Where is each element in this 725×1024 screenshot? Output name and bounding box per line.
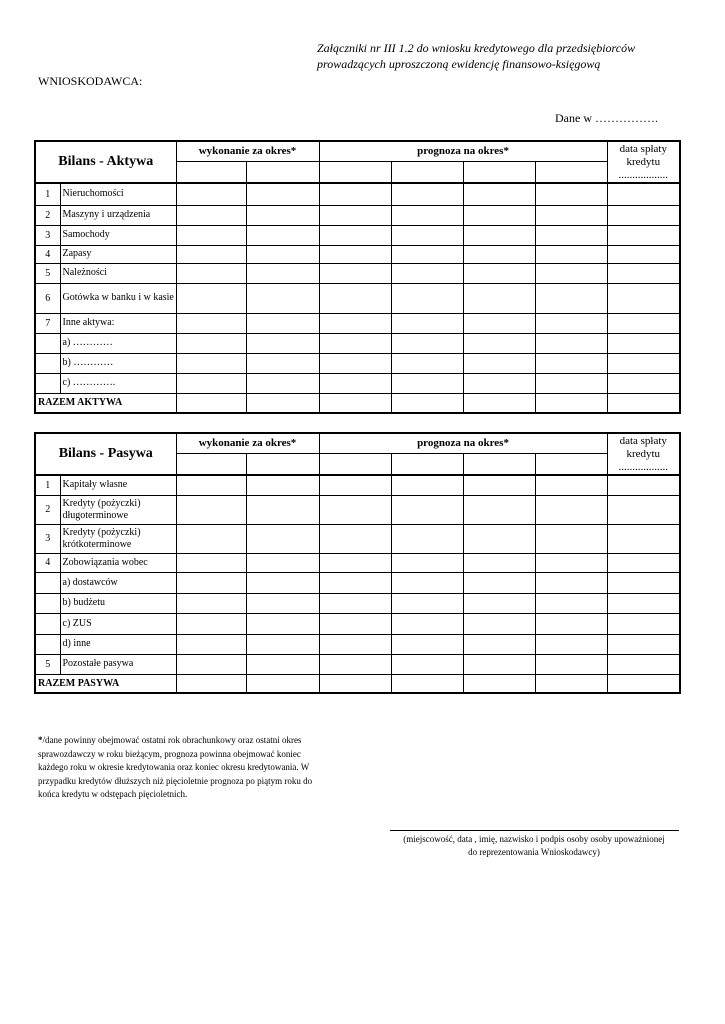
signature-line [390,830,679,831]
assets-total-label: RAZEM AKTYWA [35,393,176,413]
assets-period-cell[interactable] [319,161,391,183]
liabilities-value-cell[interactable] [246,654,319,674]
liabilities-value-cell[interactable] [176,475,246,495]
assets-total-cell[interactable] [319,393,391,413]
liabilities-row [35,572,680,593]
assets-value-cell[interactable] [176,205,246,225]
liabilities-period-cell[interactable] [391,453,463,475]
liabilities-value-cell[interactable] [319,613,391,634]
assets-value-cell[interactable] [463,263,535,283]
liabilities-value-cell[interactable] [391,475,463,495]
liabilities-value-cell[interactable] [246,495,319,524]
liabilities-value-cell[interactable] [176,613,246,634]
assets-value-cell[interactable] [391,333,463,353]
liabilities-period-cell[interactable] [176,453,246,475]
liabilities-total-cell[interactable] [319,674,391,693]
liabilities-col-due [607,433,680,475]
liabilities-row-number: 1 [35,475,60,495]
assets-total-cell[interactable] [607,393,680,413]
liabilities-due-line2: kredytu [626,448,661,460]
liabilities-value-cell[interactable] [246,613,319,634]
liabilities-row [35,593,680,613]
assets-value-cell[interactable] [319,183,391,205]
liabilities-value-cell[interactable] [607,524,680,553]
assets-row [35,333,680,353]
liabilities-value-cell[interactable] [607,495,680,524]
assets-value-cell[interactable] [176,225,246,245]
date-label: Dane w ……………. [555,111,658,125]
liabilities-due-line1: data spłaty [619,435,667,447]
liabilities-value-cell[interactable] [535,613,607,634]
liabilities-row [35,654,680,674]
assets-value-cell[interactable] [535,225,607,245]
footnote [38,734,328,802]
assets-value-cell[interactable] [607,333,680,353]
assets-row [35,373,680,393]
assets-value-cell[interactable] [176,263,246,283]
liabilities-value-cell[interactable] [176,524,246,553]
assets-value-cell[interactable] [176,353,246,373]
assets-value-cell[interactable] [535,205,607,225]
liabilities-row-label: a) dostawców [60,572,176,593]
assets-row-label: b) ………… [60,353,176,373]
liabilities-row [35,524,680,553]
liabilities-value-cell[interactable] [246,475,319,495]
assets-row [35,205,680,225]
liabilities-row-number [35,613,60,634]
liabilities-value-cell[interactable] [246,593,319,613]
assets-value-cell[interactable] [463,333,535,353]
assets-row-number [35,353,60,373]
liabilities-value-cell[interactable] [176,572,246,593]
assets-value-cell[interactable] [535,263,607,283]
liabilities-row [35,613,680,634]
liabilities-period-cell[interactable] [319,453,391,475]
assets-value-cell[interactable] [535,245,607,263]
liabilities-value-cell[interactable] [463,524,535,553]
liabilities-value-cell[interactable] [391,654,463,674]
liabilities-value-cell[interactable] [391,613,463,634]
liabilities-row-number [35,593,60,613]
liabilities-value-cell[interactable] [391,634,463,654]
signature-caption [385,833,683,859]
liabilities-total-cell[interactable] [463,674,535,693]
applicant-label: WNIOSKODAWCA: [38,74,143,88]
liabilities-value-cell[interactable] [176,553,246,572]
liabilities-row-number: 2 [35,495,60,524]
attachment-note-line2: prowadzących uproszczoną ewidencję finansowo-księgową [317,57,601,71]
liabilities-value-cell[interactable] [607,475,680,495]
assets-value-cell[interactable] [391,283,463,313]
liabilities-value-cell[interactable] [176,654,246,674]
liabilities-value-cell[interactable] [607,593,680,613]
assets-value-cell[interactable] [391,263,463,283]
assets-value-cell[interactable] [463,373,535,393]
liabilities-value-cell[interactable] [176,593,246,613]
assets-row [35,245,680,263]
assets-row-label: Gotówka w banku i w kasie [60,283,176,313]
assets-row [35,263,680,283]
liabilities-row [35,553,680,572]
assets-period-cell[interactable] [176,161,246,183]
liabilities-value-cell[interactable] [463,475,535,495]
assets-row-number: 1 [35,183,60,205]
assets-value-cell[interactable] [391,373,463,393]
assets-value-cell[interactable] [391,225,463,245]
liabilities-period-cell[interactable] [463,453,535,475]
liabilities-total-cell[interactable] [176,674,246,693]
liabilities-value-cell[interactable] [535,634,607,654]
assets-row-label: Nieruchomości [60,183,176,205]
liabilities-total-cell[interactable] [607,674,680,693]
assets-row-label: Inne aktywa: [60,313,176,333]
assets-total-cell[interactable] [463,393,535,413]
assets-value-cell[interactable] [319,373,391,393]
liabilities-value-cell[interactable] [535,524,607,553]
liabilities-value-cell[interactable] [463,572,535,593]
assets-row-label: Samochody [60,225,176,245]
assets-value-cell[interactable] [176,313,246,333]
liabilities-value-cell[interactable] [319,654,391,674]
assets-row-number: 6 [35,283,60,313]
liabilities-row-number: 3 [35,524,60,553]
footnote-text: /dane powinny obejmować ostatni rok obrachunkowy oraz ostatni okres sprawozdawczy w roku bieżącym, prognoza powinna obejmować koniec każdego roku w okresie kredytowania oraz koniec okresu kredytowania. W przypadku kredytów dłuższych niż pięcioletnie prognoza po piątym roku do końca kredytu w odstępach pięcioletnich. [38,735,313,799]
assets-value-cell[interactable] [246,205,319,225]
assets-value-cell[interactable] [246,373,319,393]
liabilities-value-cell[interactable] [535,572,607,593]
liabilities-value-cell[interactable] [463,613,535,634]
assets-value-cell[interactable] [463,183,535,205]
assets-row [35,353,680,373]
liabilities-row [35,495,680,524]
liabilities-value-cell[interactable] [535,654,607,674]
liabilities-value-cell[interactable] [319,593,391,613]
assets-row-number: 7 [35,313,60,333]
assets-row-number [35,373,60,393]
assets-col-execution: wykonanie za okres* [176,141,319,161]
assets-value-cell[interactable] [463,225,535,245]
liabilities-value-cell[interactable] [535,593,607,613]
liabilities-value-cell[interactable] [535,475,607,495]
liabilities-row-label: Kredyty (pożyczki) długoterminowe [60,495,176,524]
assets-period-cell[interactable] [535,161,607,183]
liabilities-value-cell[interactable] [319,475,391,495]
assets-value-cell[interactable] [463,205,535,225]
liabilities-value-cell[interactable] [246,524,319,553]
assets-row-label: Zapasy [60,245,176,263]
liabilities-total-cell[interactable] [535,674,607,693]
assets-value-cell[interactable] [246,263,319,283]
assets-value-cell[interactable] [246,225,319,245]
assets-title: Bilans - Aktywa [35,141,176,183]
assets-row [35,225,680,245]
liabilities-value-cell[interactable] [319,572,391,593]
assets-value-cell[interactable] [535,333,607,353]
liabilities-due-dots: .................. [618,461,669,473]
assets-total-cell[interactable] [176,393,246,413]
assets-value-cell[interactable] [319,225,391,245]
assets-value-cell[interactable] [463,353,535,373]
assets-row [35,283,680,313]
assets-row-label: a) ………… [60,333,176,353]
footnote-mark: * [38,735,43,745]
assets-value-cell[interactable] [246,313,319,333]
assets-value-cell[interactable] [535,183,607,205]
assets-value-cell[interactable] [607,245,680,263]
assets-value-cell[interactable] [607,353,680,373]
liabilities-row-label: Zobowiązania wobec [60,553,176,572]
assets-col-forecast: prognoza na okres* [319,141,607,161]
assets-value-cell[interactable] [319,353,391,373]
liabilities-row-label: c) ZUS [60,613,176,634]
assets-row-number: 2 [35,205,60,225]
assets-value-cell[interactable] [319,283,391,313]
liabilities-value-cell[interactable] [607,553,680,572]
assets-value-cell[interactable] [176,245,246,263]
liabilities-row-number: 4 [35,553,60,572]
liabilities-value-cell[interactable] [391,495,463,524]
assets-value-cell[interactable] [463,245,535,263]
assets-value-cell[interactable] [391,245,463,263]
assets-value-cell[interactable] [607,373,680,393]
liabilities-value-cell[interactable] [391,572,463,593]
liabilities-row-number [35,572,60,593]
assets-value-cell[interactable] [176,373,246,393]
assets-value-cell[interactable] [463,313,535,333]
assets-value-cell[interactable] [246,245,319,263]
assets-due-line2: kredytu [626,156,661,168]
attachment-note-line1: Załączniki nr III 1.2 do wniosku kredytowego dla przedsiębiorców [317,41,636,55]
assets-value-cell[interactable] [319,263,391,283]
assets-value-cell[interactable] [319,245,391,263]
liabilities-value-cell[interactable] [535,553,607,572]
assets-row-label: Należności [60,263,176,283]
assets-value-cell[interactable] [535,373,607,393]
liabilities-row-label: Kapitały własne [60,475,176,495]
liabilities-value-cell[interactable] [319,524,391,553]
liabilities-row-number: 5 [35,654,60,674]
assets-row-number: 4 [35,245,60,263]
assets-value-cell[interactable] [535,283,607,313]
liabilities-row-label: Kredyty (pożyczki) krótkoterminowe [60,524,176,553]
assets-value-cell[interactable] [607,313,680,333]
assets-value-cell[interactable] [246,353,319,373]
liabilities-value-cell[interactable] [391,593,463,613]
assets-value-cell[interactable] [391,183,463,205]
assets-value-cell[interactable] [391,205,463,225]
assets-value-cell[interactable] [535,313,607,333]
liabilities-value-cell[interactable] [463,654,535,674]
liabilities-total-label: RAZEM PASYWA [35,674,176,693]
liabilities-value-cell[interactable] [607,634,680,654]
liabilities-row-number [35,634,60,654]
liabilities-total-cell[interactable] [391,674,463,693]
liabilities-value-cell[interactable] [391,524,463,553]
assets-value-cell[interactable] [176,183,246,205]
liabilities-value-cell[interactable] [607,654,680,674]
assets-value-cell[interactable] [607,205,680,225]
assets-due-dots: .................. [618,169,669,181]
assets-table [34,140,681,414]
liabilities-value-cell[interactable] [391,553,463,572]
assets-row [35,183,680,205]
assets-col-due [607,141,680,183]
assets-row-number: 3 [35,225,60,245]
liabilities-row-label: b) budżetu [60,593,176,613]
liabilities-value-cell[interactable] [246,553,319,572]
liabilities-period-cell[interactable] [535,453,607,475]
liabilities-value-cell[interactable] [607,572,680,593]
liabilities-table [34,432,681,694]
assets-value-cell[interactable] [176,283,246,313]
liabilities-value-cell[interactable] [246,572,319,593]
assets-row-label: c) …………. [60,373,176,393]
liabilities-col-execution: wykonanie za okres* [176,433,319,453]
liabilities-value-cell[interactable] [463,634,535,654]
liabilities-title: Bilans - Pasywa [35,433,176,475]
attachment-note [317,40,697,72]
liabilities-value-cell[interactable] [176,634,246,654]
liabilities-row [35,634,680,654]
liabilities-value-cell[interactable] [535,495,607,524]
liabilities-period-cell[interactable] [246,453,319,475]
assets-value-cell[interactable] [246,183,319,205]
liabilities-value-cell[interactable] [246,634,319,654]
liabilities-row [35,475,680,495]
assets-total-cell[interactable] [391,393,463,413]
assets-value-cell[interactable] [607,283,680,313]
liabilities-value-cell[interactable] [463,495,535,524]
liabilities-total-cell[interactable] [246,674,319,693]
assets-value-cell[interactable] [319,205,391,225]
signature-caption-line1: (miejscowość, data , imię, nazwisko i podpis osoby osoby upoważnionej [403,834,665,844]
assets-value-cell[interactable] [391,313,463,333]
assets-value-cell[interactable] [176,333,246,353]
assets-row-label: Maszyny i urządzenia [60,205,176,225]
liabilities-value-cell[interactable] [176,495,246,524]
liabilities-value-cell[interactable] [463,593,535,613]
assets-value-cell[interactable] [319,333,391,353]
assets-total-cell[interactable] [246,393,319,413]
liabilities-col-forecast: prognoza na okres* [319,433,607,453]
assets-value-cell[interactable] [607,263,680,283]
assets-due-line1: data spłaty [619,143,667,155]
assets-row [35,313,680,333]
assets-value-cell[interactable] [246,333,319,353]
assets-period-cell[interactable] [391,161,463,183]
liabilities-value-cell[interactable] [319,553,391,572]
liabilities-value-cell[interactable] [463,553,535,572]
assets-value-cell[interactable] [391,353,463,373]
liabilities-row-label: d) inne [60,634,176,654]
assets-period-cell[interactable] [463,161,535,183]
assets-value-cell[interactable] [246,283,319,313]
liabilities-value-cell[interactable] [319,634,391,654]
assets-row-number: 5 [35,263,60,283]
liabilities-row-label: Pozostałe pasywa [60,654,176,674]
assets-value-cell[interactable] [463,283,535,313]
liabilities-value-cell[interactable] [319,495,391,524]
assets-total-cell[interactable] [535,393,607,413]
assets-row-number [35,333,60,353]
liabilities-value-cell[interactable] [607,613,680,634]
assets-period-cell[interactable] [246,161,319,183]
signature-caption-line2: do reprezentowania Wnioskodawcy) [468,847,600,857]
assets-value-cell[interactable] [607,225,680,245]
assets-value-cell[interactable] [319,313,391,333]
assets-value-cell[interactable] [607,183,680,205]
assets-value-cell[interactable] [535,353,607,373]
